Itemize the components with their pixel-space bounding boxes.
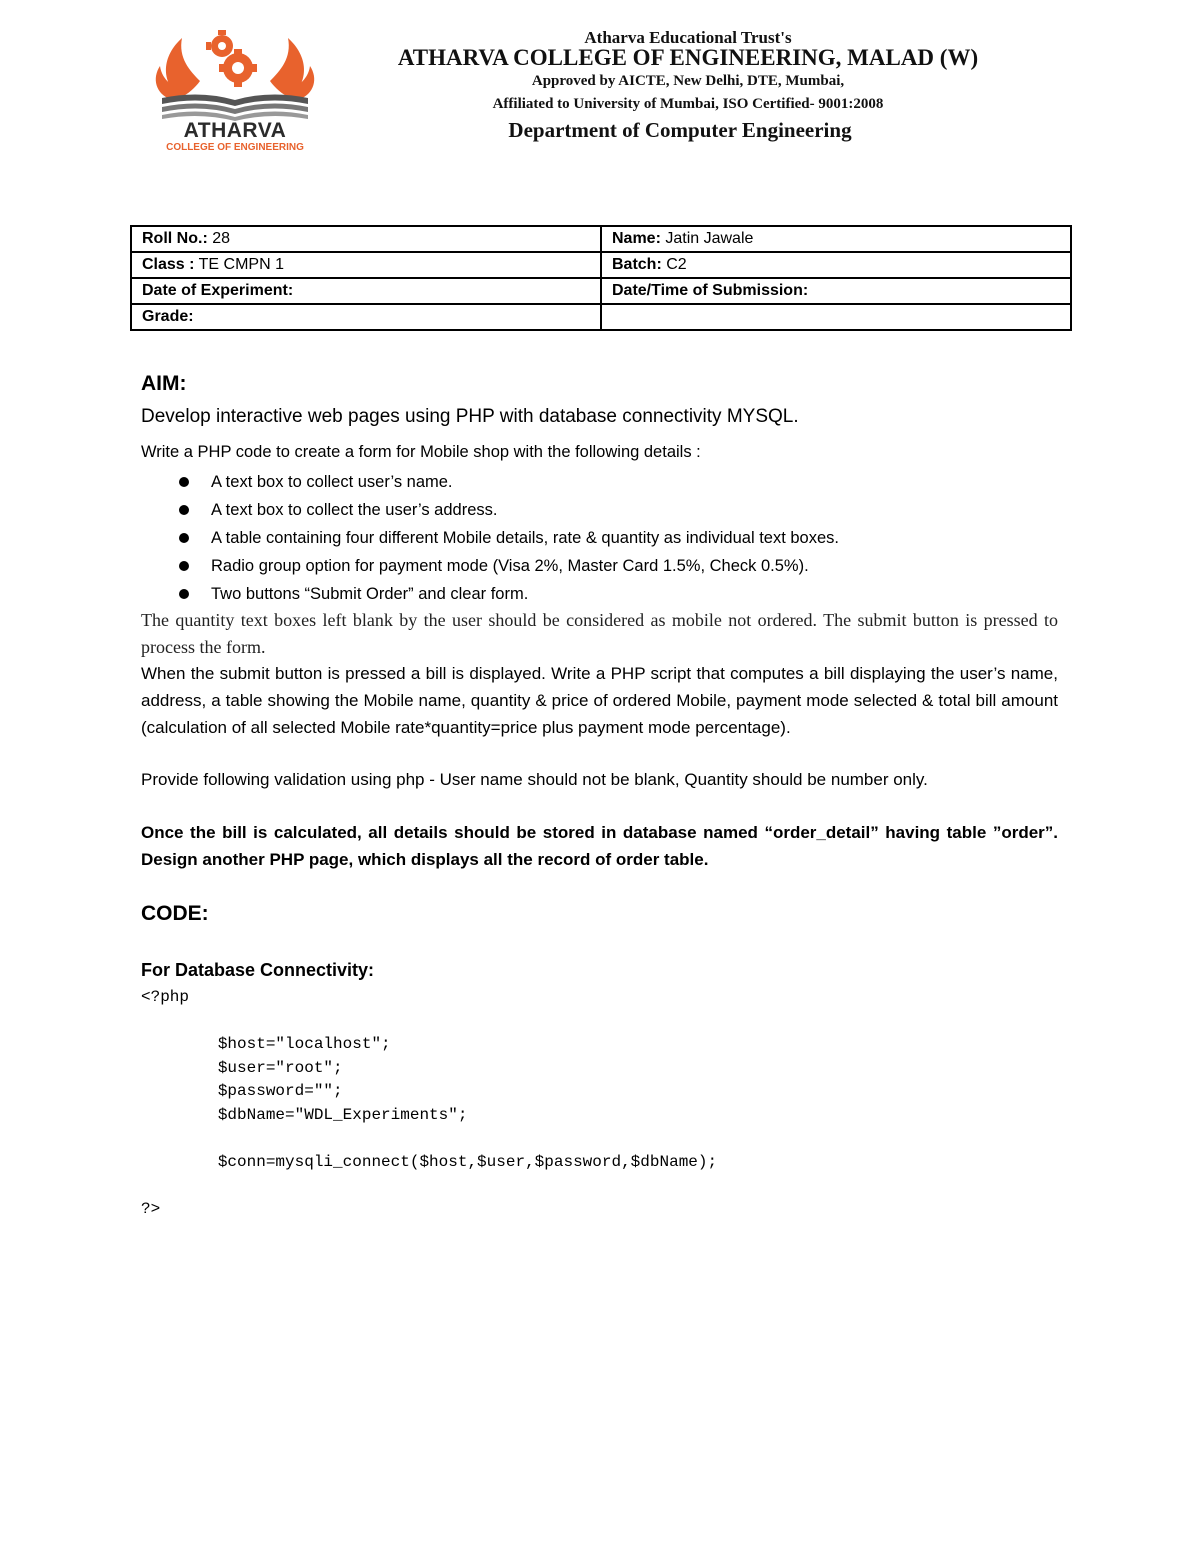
aim-heading: AIM: (141, 372, 187, 395)
date-submission-label: Date/Time of Submission: (612, 282, 809, 299)
department-name: Department of Computer Engineering (508, 118, 852, 142)
bullet-icon (179, 505, 189, 515)
logo-wordmark: ATHARVA (183, 119, 287, 142)
class-cell (131, 252, 601, 278)
name-label: Name: (612, 230, 661, 247)
table-row (131, 278, 1071, 304)
list-item (141, 525, 1058, 553)
list-item (141, 553, 1058, 581)
class-label: Class : (142, 256, 195, 273)
trust-name: Atharva Educational Trust's (584, 28, 792, 47)
list-item-text: Radio group option for payment mode (Visa 2%, Master Card 1.5%, Check 0.5%). (211, 557, 809, 575)
list-item-text: Two buttons “Submit Order” and clear form. (211, 585, 529, 603)
grade-cell (131, 304, 601, 330)
student-info-table (130, 225, 1072, 331)
list-item-text: A table containing four different Mobile details, rate & quantity as individual text boxes. (211, 529, 839, 547)
database-paragraph: Once the bill is calculated, all details should be stored in database named “order_detail” having table ”order”. Design another PHP page, which displays all the record of order table. (141, 823, 1058, 869)
batch-cell (601, 252, 1071, 278)
list-item-text: A text box to collect user’s name. (211, 473, 453, 491)
bill-paragraph: When the submit button is pressed a bill is displayed. Write a PHP script that computes a bill displaying the user’s name, address, a table showing the Mobile name, quantity & price of ordered Mobile, payment mode selected & total bill amount (calculation of all selected Mobile rate*quantity=price plus payment mode percentage). (141, 664, 1058, 737)
approval-line: Approved by AICTE, New Delhi, DTE, Mumbai, (531, 73, 845, 89)
logo-subtitle: COLLEGE OF ENGINEERING (166, 142, 304, 153)
name-value: Jatin Jawale (665, 230, 754, 247)
table-row (131, 252, 1071, 278)
college-logo (150, 26, 320, 156)
validation-paragraph: Provide following validation using php - User name should not be blank, Quantity should be number only. (141, 770, 928, 789)
code-heading: CODE: (141, 902, 209, 925)
class-value: TE CMPN 1 (198, 256, 284, 273)
bullet-icon (179, 561, 189, 571)
bullet-icon (179, 533, 189, 543)
date-submission-cell (601, 278, 1071, 304)
grade-label: Grade: (142, 308, 194, 325)
batch-label: Batch: (612, 256, 662, 273)
date-experiment-cell (131, 278, 601, 304)
table-row (131, 304, 1071, 330)
batch-value: C2 (666, 256, 687, 273)
logo-emblem-icon (150, 26, 320, 121)
roll-label: Roll No.: (142, 230, 208, 247)
college-name: ATHARVA COLLEGE OF ENGINEERING, MALAD (W) (397, 45, 979, 70)
aim-intro: Write a PHP code to create a form for Mobile shop with the following details : (141, 443, 701, 461)
name-cell (601, 226, 1071, 252)
code-block: <?php $host="localhost"; $user="root"; $password=""; $dbName="WDL_Experiments"; $conn=mysqli_connect($host,$user,$password,$dbName); ?> (141, 988, 718, 1218)
affiliation-line: Affiliated to University of Mumbai, ISO Certified- 9001:2008 (492, 96, 884, 112)
grade-value-cell (601, 304, 1071, 330)
list-item-text: A text box to collect the user’s address. (211, 501, 498, 519)
list-item (141, 581, 1058, 609)
roll-value: 28 (212, 230, 231, 247)
bullet-icon (179, 589, 189, 599)
table-row (131, 226, 1071, 252)
quantity-note-paragraph: The quantity text boxes left blank by the user should be considered as mobile not ordered. The submit button is pressed to process the form. (141, 610, 1058, 657)
db-connectivity-heading: For Database Connectivity: (141, 960, 375, 980)
date-experiment-label: Date of Experiment: (142, 282, 294, 299)
roll-cell (131, 226, 601, 252)
requirements-list (141, 469, 1058, 609)
bullet-icon (179, 477, 189, 487)
list-item (141, 469, 1058, 497)
aim-title: Develop interactive web pages using PHP with database connectivity MYSQL. (141, 406, 799, 427)
list-item (141, 497, 1058, 525)
